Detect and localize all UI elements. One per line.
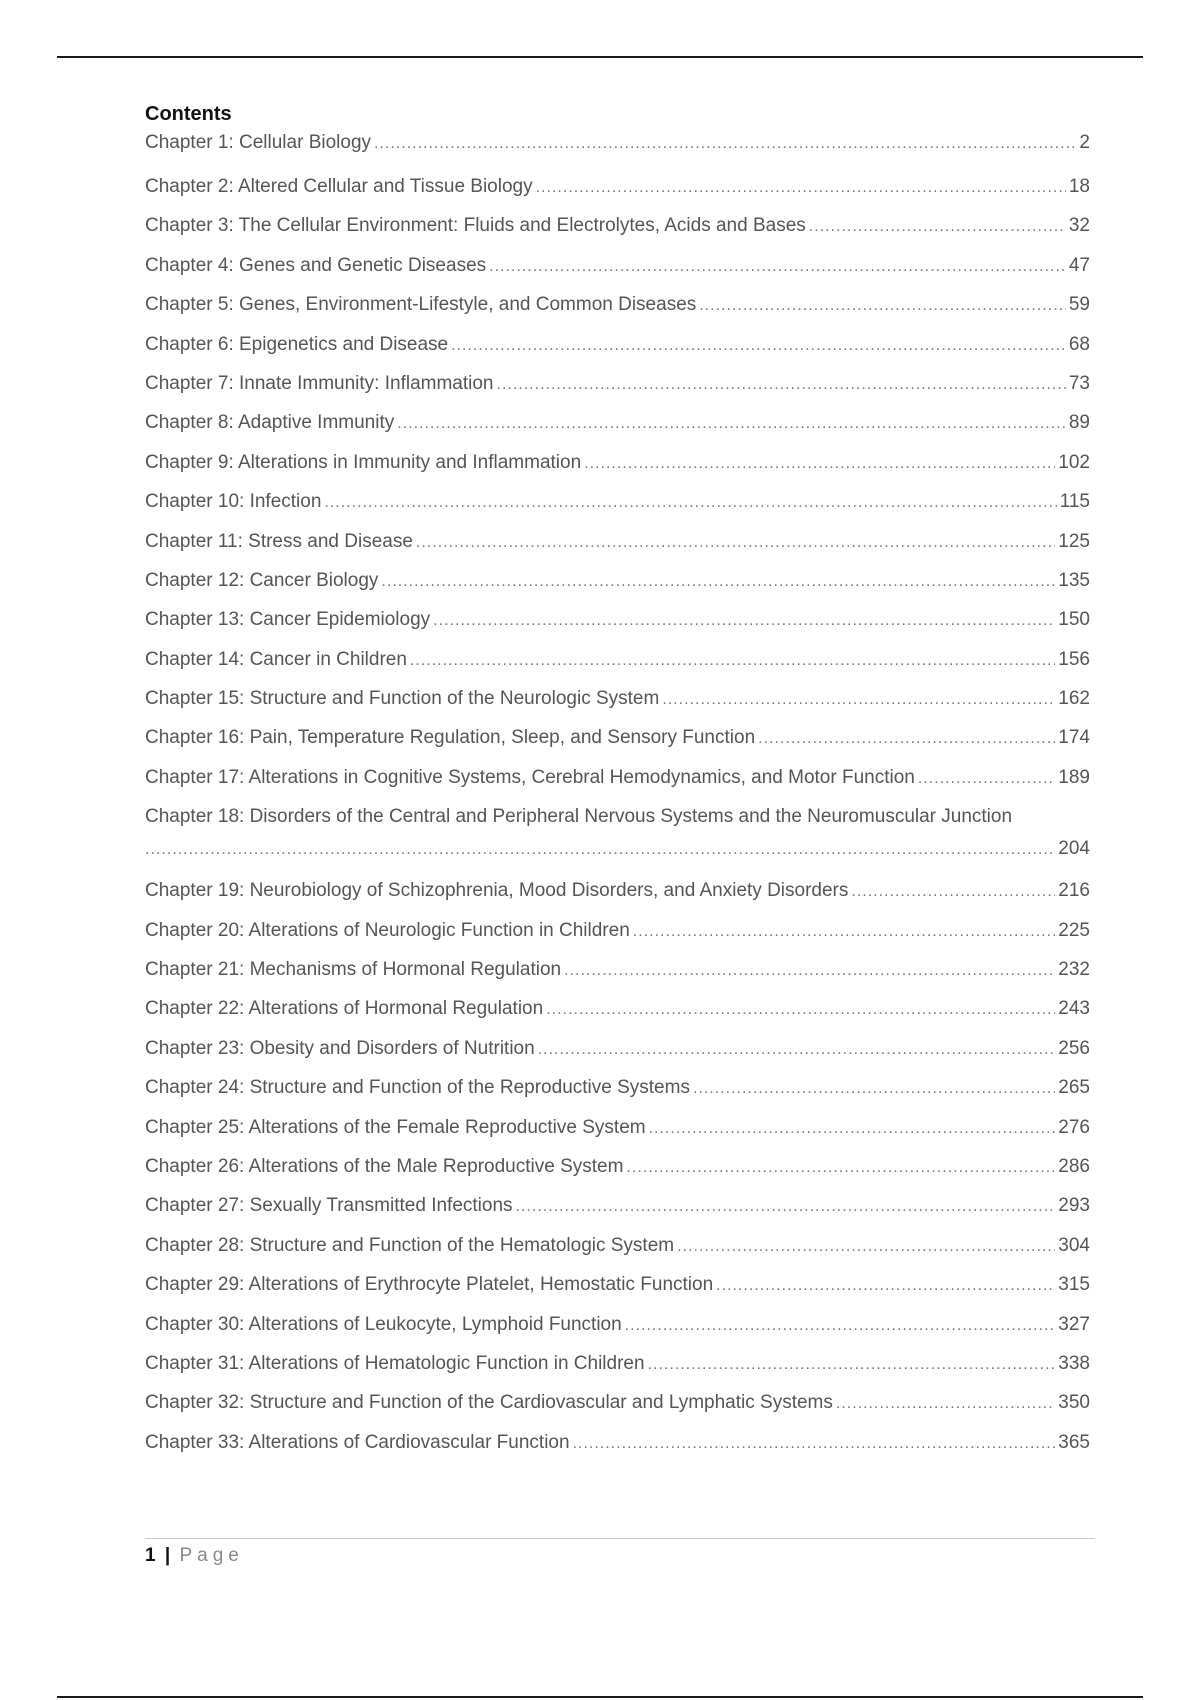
toc-entry-page: 174 [1058, 727, 1090, 749]
toc-entry[interactable] [145, 871, 1090, 910]
toc-entry-title: Chapter 6: Epigenetics and Disease [145, 333, 449, 355]
dot-leader [633, 912, 1056, 951]
dot-leader [497, 365, 1066, 404]
toc-entry[interactable] [145, 1383, 1090, 1422]
toc-entry-title: Chapter 15: Structure and Function of the Neurologic System [145, 688, 660, 710]
toc-entry[interactable] [145, 1305, 1090, 1344]
toc-entry-page: 265 [1058, 1077, 1090, 1099]
dot-leader [145, 835, 1055, 865]
toc-entry-page: 256 [1058, 1037, 1090, 1059]
dot-leader [662, 680, 1055, 719]
toc-entry-page: 225 [1058, 919, 1090, 941]
toc-entry[interactable] [145, 403, 1090, 442]
contents-heading: Contents [145, 103, 232, 125]
bottom-page-border [57, 1696, 1143, 1698]
toc-entry[interactable] [145, 797, 1090, 871]
toc-entry-continuation [145, 834, 1090, 865]
dot-leader [851, 872, 1055, 911]
toc-entry-page: 156 [1058, 648, 1090, 670]
toc-entry-title: Chapter 12: Cancer Biology [145, 569, 379, 591]
toc-entry[interactable] [145, 561, 1090, 600]
toc-entry[interactable] [145, 679, 1090, 718]
toc-entry-title: Chapter 18: Disorders of the Central and Peripheral Nervous Systems and the Neuromuscular Junction [145, 806, 1013, 828]
toc-entry-title: Chapter 25: Alterations of the Female Reproductive System [145, 1116, 646, 1138]
dot-leader [625, 1306, 1056, 1345]
toc-entry[interactable] [145, 989, 1090, 1028]
toc-entry-page: 304 [1058, 1234, 1090, 1256]
toc-entry-title: Chapter 21: Mechanisms of Hormonal Regulation [145, 959, 562, 981]
dot-leader [716, 1266, 1055, 1305]
toc-entry-page: 162 [1058, 688, 1090, 710]
dot-leader [451, 326, 1066, 365]
dot-leader [410, 641, 1055, 680]
toc-entry-page: 115 [1059, 491, 1090, 513]
toc-entry[interactable] [145, 364, 1090, 403]
toc-entry[interactable] [145, 128, 1090, 158]
dot-leader [324, 483, 1056, 522]
dot-leader [809, 207, 1066, 246]
toc-entry-page: 293 [1058, 1195, 1090, 1217]
toc-entry[interactable] [145, 1344, 1090, 1383]
top-page-border [57, 56, 1143, 58]
toc-entry-page: 315 [1058, 1274, 1090, 1296]
dot-leader [374, 129, 1076, 159]
toc-list [145, 128, 1090, 1462]
toc-entry-title: Chapter 33: Alterations of Cardiovascular Function [145, 1431, 570, 1453]
dot-leader [397, 404, 1066, 443]
toc-entry-page: 216 [1058, 880, 1090, 902]
toc-entry-page: 102 [1058, 451, 1090, 473]
toc-entry[interactable] [145, 718, 1090, 757]
toc-entry-title: Chapter 14: Cancer in Children [145, 648, 407, 670]
dot-leader [381, 562, 1055, 601]
toc-entry-title: Chapter 22: Alterations of Hormonal Regulation [145, 998, 544, 1020]
dot-leader [516, 1187, 1056, 1226]
toc-entry-page: 286 [1058, 1155, 1090, 1177]
toc-entry[interactable] [145, 640, 1090, 679]
toc-entry-title: Chapter 4: Genes and Genetic Diseases [145, 254, 487, 276]
dot-leader [693, 1069, 1055, 1108]
toc-entry-title: Chapter 3: The Cellular Environment: Fluids and Electrolytes, Acids and Bases [145, 215, 806, 237]
toc-entry-page: 73 [1068, 372, 1090, 394]
toc-entry-page: 350 [1058, 1392, 1090, 1414]
toc-entry[interactable] [145, 1186, 1090, 1225]
footer-page-label [145, 1543, 1095, 1569]
dot-leader [648, 1345, 1056, 1384]
toc-entry-title: Chapter 20: Alterations of Neurologic Function in Children [145, 919, 630, 941]
dot-leader [538, 1030, 1056, 1069]
toc-entry-title: Chapter 29: Alterations of Erythrocyte Platelet, Hemostatic Function [145, 1274, 714, 1296]
dot-leader [573, 1424, 1056, 1463]
toc-entry-title: Chapter 26: Alterations of the Male Reproductive System [145, 1155, 624, 1177]
toc-entry[interactable] [145, 206, 1090, 245]
toc-entry-page: 89 [1068, 412, 1090, 434]
dot-leader [626, 1148, 1055, 1187]
toc-entry[interactable] [145, 600, 1090, 639]
toc-entry-title: Chapter 16: Pain, Temperature Regulation, Sleep, and Sensory Function [145, 727, 756, 749]
toc-entry-page: 189 [1058, 766, 1090, 788]
toc-entry-page: 150 [1058, 609, 1090, 631]
toc-entry[interactable] [145, 950, 1090, 989]
toc-entry-page: 327 [1058, 1313, 1090, 1335]
page-footer [145, 1538, 1095, 1569]
toc-entry[interactable] [145, 1068, 1090, 1107]
toc-entry[interactable] [145, 325, 1090, 364]
toc-entry-title: Chapter 13: Cancer Epidemiology [145, 609, 431, 631]
footer-page-word: Page [179, 1545, 244, 1566]
dot-leader [918, 759, 1055, 798]
toc-entry[interactable] [145, 285, 1090, 324]
toc-entry[interactable] [145, 1147, 1090, 1186]
toc-entry-title: Chapter 31: Alterations of Hematologic Function in Children [145, 1352, 645, 1374]
dot-leader [536, 168, 1066, 207]
toc-entry-page: 59 [1068, 294, 1090, 316]
dot-leader [584, 444, 1055, 483]
toc-entry-page: 135 [1058, 569, 1090, 591]
toc-entry-page: 32 [1068, 215, 1090, 237]
toc-entry[interactable] [145, 1029, 1090, 1068]
toc-entry-title: Chapter 1: Cellular Biology [145, 132, 372, 153]
dot-leader [433, 601, 1055, 640]
toc-entry[interactable] [145, 911, 1090, 950]
toc-entry-title: Chapter 5: Genes, Environment-Lifestyle, and Common Diseases [145, 294, 697, 316]
toc-entry[interactable] [145, 443, 1090, 482]
toc-entry-page: 125 [1058, 530, 1090, 552]
toc-entry-title: Chapter 17: Alterations in Cognitive Systems, Cerebral Hemodynamics, and Motor Function [145, 766, 915, 788]
footer-divider [145, 1538, 1095, 1539]
dot-leader [564, 951, 1055, 990]
footer-separator: | [164, 1545, 171, 1566]
dot-leader [416, 523, 1055, 562]
toc-entry[interactable] [145, 1423, 1090, 1462]
dot-leader [677, 1227, 1055, 1266]
toc-entry-page: 338 [1058, 1352, 1090, 1374]
dot-leader [699, 286, 1066, 325]
table-of-contents [145, 100, 1090, 1462]
toc-entry[interactable] [145, 758, 1090, 797]
toc-entry-title: Chapter 11: Stress and Disease [145, 530, 413, 552]
toc-entry-title: Chapter 32: Structure and Function of the Cardiovascular and Lymphatic Systems [145, 1392, 833, 1414]
dot-leader [546, 990, 1055, 1029]
toc-entry-page: 243 [1058, 998, 1090, 1020]
toc-entry-page: 276 [1058, 1116, 1090, 1138]
toc-entry-title: Chapter 30: Alterations of Leukocyte, Lymphoid Function [145, 1313, 622, 1335]
toc-entry-title: Chapter 7: Innate Immunity: Inflammation [145, 372, 494, 394]
toc-entry-title: Chapter 9: Alterations in Immunity and Inflammation [145, 451, 582, 473]
toc-entry[interactable] [145, 246, 1090, 285]
toc-entry[interactable] [145, 522, 1090, 561]
toc-entry-page: 18 [1068, 176, 1090, 197]
toc-entry-page: 204 [1058, 838, 1090, 860]
toc-entry-title: Chapter 24: Structure and Function of the Reproductive Systems [145, 1077, 690, 1099]
toc-entry-page: 365 [1058, 1431, 1090, 1453]
dot-leader [758, 719, 1055, 758]
dot-leader [489, 247, 1066, 286]
toc-entry-title: Chapter 2: Altered Cellular and Tissue Biology [145, 176, 533, 197]
footer-page-number: 1 [145, 1545, 156, 1566]
toc-entry-page: 68 [1068, 333, 1090, 355]
toc-entry[interactable] [145, 1226, 1090, 1265]
toc-entry-title: Chapter 10: Infection [145, 491, 322, 513]
dot-leader [836, 1384, 1055, 1423]
toc-entry[interactable] [145, 167, 1090, 206]
toc-entry-title: Chapter 23: Obesity and Disorders of Nutrition [145, 1037, 535, 1059]
toc-entry[interactable] [145, 1265, 1090, 1304]
toc-entry-page: 232 [1058, 959, 1090, 981]
toc-entry-page: 2 [1079, 132, 1090, 153]
toc-entry-page: 47 [1068, 254, 1090, 276]
toc-entry-title: Chapter 28: Structure and Function of the Hematologic System [145, 1234, 675, 1256]
toc-entry-title: Chapter 27: Sexually Transmitted Infections [145, 1195, 513, 1217]
toc-entry-title: Chapter 19: Neurobiology of Schizophrenia, Mood Disorders, and Anxiety Disorders [145, 880, 849, 902]
toc-entry[interactable] [145, 482, 1090, 521]
toc-entry[interactable] [145, 1108, 1090, 1147]
toc-entry-title: Chapter 8: Adaptive Immunity [145, 412, 395, 434]
dot-leader [649, 1109, 1056, 1148]
